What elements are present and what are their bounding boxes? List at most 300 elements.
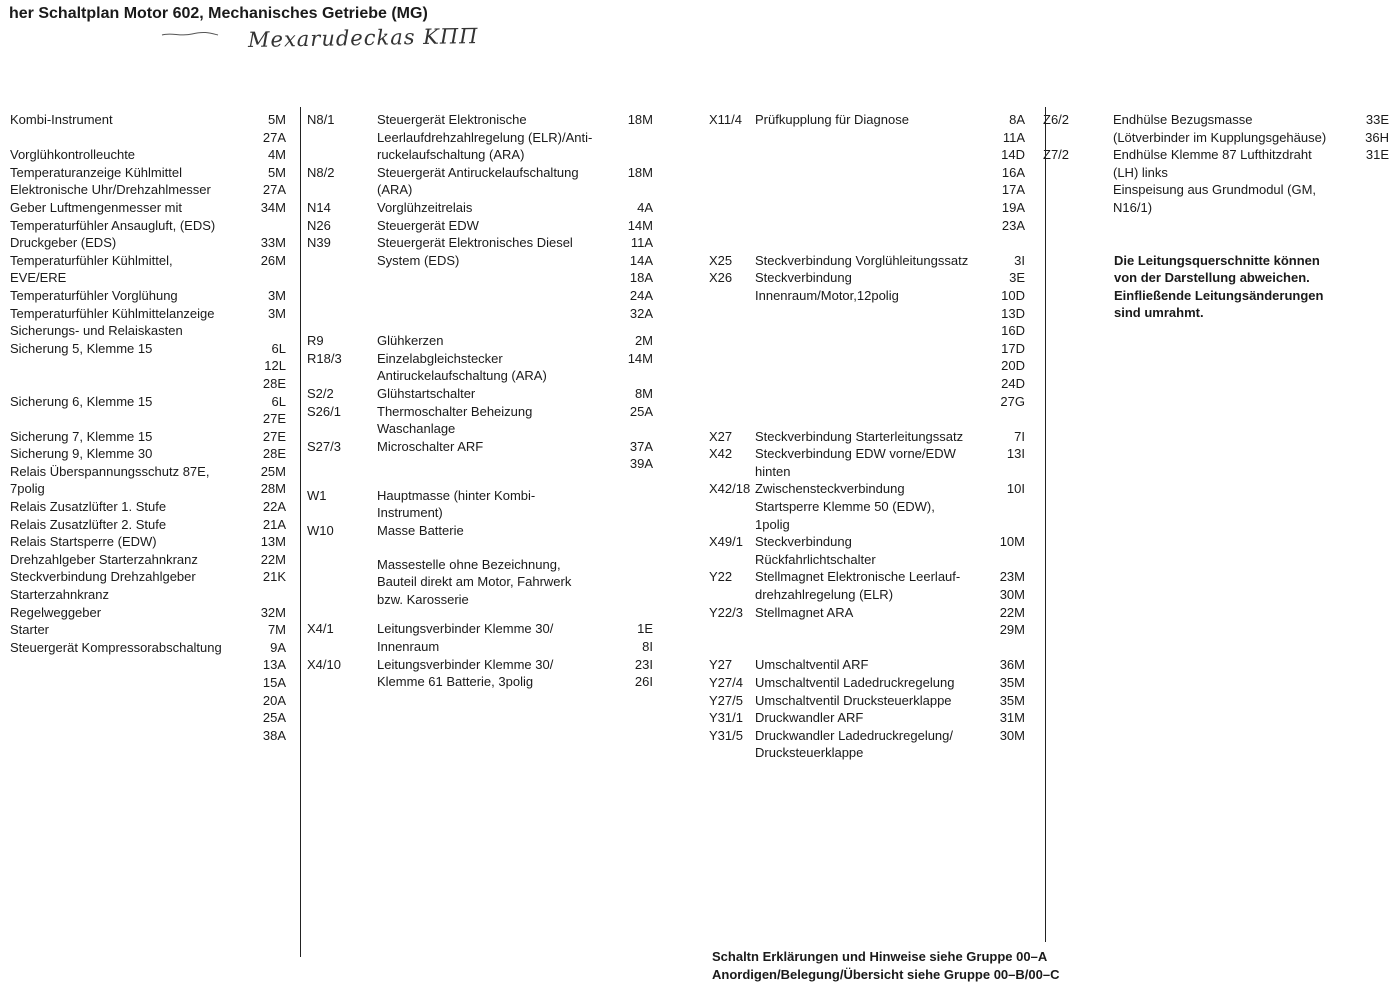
footer-line: Anordigen/Belegung/Übersicht siehe Gruppe 00–B/00–C	[712, 967, 1060, 982]
grid-reference: 31M	[999, 710, 1025, 726]
grid-references	[263, 181, 286, 199]
legend-entry	[10, 639, 286, 745]
description-line: Sicherung 7, Klemme 15	[10, 428, 153, 444]
component-description	[755, 604, 1025, 657]
grid-reference: 37A	[629, 438, 653, 454]
legend-entry	[307, 164, 653, 199]
description-line	[10, 129, 286, 147]
description-line: Microschalter ARF	[377, 438, 484, 454]
component-code: R18/3	[307, 350, 342, 366]
grid-references	[1000, 674, 1025, 692]
grid-references	[261, 252, 286, 270]
description-line: Drehzahlgeber Starterzahnkranz	[10, 551, 198, 567]
grid-references	[1000, 269, 1025, 410]
legend-entry	[10, 621, 286, 639]
grid-reference: 20A	[262, 692, 286, 708]
legend-entry	[709, 727, 1025, 762]
description-line	[10, 674, 286, 692]
description-line	[377, 455, 653, 473]
description-line	[10, 692, 286, 710]
description-line: Temperaturfühler Kühlmittelanzeige	[10, 305, 215, 321]
grid-reference: 36M	[999, 657, 1025, 673]
grid-reference: 10M	[999, 534, 1025, 550]
component-description	[10, 181, 286, 199]
component-code: S27/3	[307, 438, 341, 454]
component-code: N8/2	[307, 164, 335, 180]
legend-entry	[307, 656, 653, 691]
description-line: Stellmagnet Elektronische Leerlauf-	[755, 569, 961, 585]
grid-reference: 21K	[262, 569, 286, 585]
handwritten-annotation: Mexarudeckas KПП	[247, 23, 479, 53]
legend-entry	[10, 146, 286, 164]
component-description	[10, 340, 286, 393]
grid-references	[637, 620, 653, 655]
component-description	[10, 393, 286, 428]
grid-reference: 4A	[637, 199, 653, 215]
component-description	[10, 516, 286, 534]
note-line: Die Leitungsquerschnitte können	[1114, 253, 1320, 268]
description-line: Druckwandler Ladedruckregelung/	[755, 727, 954, 743]
grid-references	[1366, 146, 1389, 164]
grid-reference: 33E	[1365, 112, 1389, 127]
component-description	[10, 252, 286, 287]
component-description	[377, 234, 653, 322]
description-line: Relais Zusatzlüfter 2. Stufe	[10, 516, 167, 532]
component-code: Y27/5	[709, 692, 743, 708]
grid-reference: 4M	[267, 147, 286, 163]
grid-reference: 3E	[1009, 270, 1025, 286]
description-line: Startsperre Klemme 50 (EDW),	[755, 499, 935, 515]
description-line	[755, 639, 1025, 657]
description-line: Einzelabgleichstecker	[377, 350, 503, 366]
component-description	[10, 322, 286, 340]
grid-reference: 3M	[267, 305, 286, 321]
description-line: Temperaturanzeige Kühlmittel	[10, 164, 182, 180]
grid-reference: 30M	[999, 587, 1025, 603]
component-description	[755, 568, 1025, 603]
grid-reference: 18M	[627, 164, 653, 180]
component-code: X42/18	[709, 481, 751, 497]
component-description	[10, 445, 286, 463]
grid-reference: 23M	[999, 569, 1025, 585]
description-line: Instrument)	[377, 505, 443, 521]
description-line	[755, 375, 1025, 393]
grid-reference: 14A	[629, 252, 653, 268]
component-description	[10, 533, 286, 551]
component-code: Y22/3	[709, 604, 743, 620]
description-line: Rückfahrlichtschalter	[755, 551, 876, 567]
legend-entry	[709, 709, 1025, 727]
description-line: Klemme 61 Batterie, 3polig	[377, 674, 534, 690]
grid-references	[630, 438, 653, 473]
description-line: Waschanlage	[377, 421, 456, 437]
grid-reference: 8M	[634, 385, 653, 401]
description-line: Umschaltventil ARF	[755, 657, 869, 673]
component-description	[377, 111, 653, 164]
grid-reference: 27A	[262, 129, 286, 145]
description-line	[755, 357, 1025, 375]
description-line: N16/1)	[1113, 199, 1153, 215]
legend-entry	[709, 568, 1025, 603]
legend-entry	[307, 620, 653, 655]
legend-entry	[10, 234, 286, 252]
grid-reference: 11A	[630, 235, 653, 251]
grid-reference: 5M	[267, 112, 286, 127]
description-line: Leerlaufdrehzahlregelung (ELR)/Anti-	[377, 129, 593, 145]
component-description	[10, 111, 286, 146]
legend-entry	[307, 199, 653, 217]
description-line: Geber Luftmengenmesser mit	[10, 199, 182, 215]
legend-entry	[709, 428, 1025, 446]
grid-references	[263, 111, 286, 146]
description-line	[755, 129, 1025, 147]
legend-entry	[709, 269, 1025, 427]
grid-reference: 32M	[260, 604, 286, 620]
grid-references	[635, 332, 653, 350]
legend-entry	[10, 111, 286, 146]
grid-reference: 8I	[642, 639, 653, 655]
component-description	[377, 385, 653, 403]
legend-entry	[10, 322, 286, 340]
component-description	[755, 692, 1025, 710]
description-line: EVE/ERE	[10, 270, 67, 286]
description-line: bzw. Karosserie	[377, 591, 469, 607]
description-line: Druckgeber (EDS)	[10, 235, 117, 251]
component-code: Y31/1	[709, 710, 743, 726]
description-line: Antiruckelaufschaltung (ARA)	[377, 368, 547, 384]
component-code: X25	[709, 252, 733, 268]
column-divider	[300, 107, 301, 957]
description-line: hinten	[755, 463, 791, 479]
component-code: S2/2	[307, 385, 334, 401]
grid-reference: 7M	[267, 622, 286, 638]
grid-reference: 33M	[260, 235, 286, 251]
legend-entry	[307, 234, 653, 322]
description-line: drehzahlregelung (ELR)	[755, 587, 894, 603]
grid-references	[261, 234, 286, 252]
component-description	[377, 164, 653, 199]
grid-references	[635, 385, 653, 403]
component-code: W1	[307, 487, 327, 503]
component-code: Y27/4	[709, 675, 743, 690]
legend-entry	[10, 393, 286, 428]
grid-reference: 6L	[271, 393, 286, 409]
component-code: N39	[307, 235, 331, 251]
component-description	[377, 556, 653, 609]
description-line	[755, 340, 1025, 358]
legend-entry	[307, 217, 653, 235]
legend-entry	[1043, 146, 1389, 216]
component-code: Y27	[709, 657, 733, 673]
description-line	[755, 410, 1025, 428]
grid-references	[1001, 111, 1025, 234]
legend-entry	[10, 551, 286, 569]
grid-references	[261, 463, 286, 498]
description-line	[755, 217, 1025, 235]
description-line: Umschaltventil Drucksteuerklappe	[755, 692, 952, 708]
legend-entry	[307, 332, 653, 350]
component-description	[377, 332, 653, 350]
description-line: Regelweggeber	[10, 604, 102, 620]
description-line: (ARA)	[377, 182, 413, 198]
component-description	[377, 522, 653, 540]
component-code: X26	[709, 270, 733, 286]
legend-entry	[10, 164, 286, 182]
legend-entry	[709, 656, 1025, 674]
footer-line: Schaltn Erklärungen und Hinweise siehe Gruppe 00–A	[712, 949, 1048, 964]
component-code: N14	[307, 199, 331, 215]
legend-entry	[307, 111, 653, 164]
pen-scribble	[160, 30, 220, 38]
component-description	[10, 498, 286, 516]
description-line: Steckverbindung Drehzahlgeber	[10, 569, 196, 585]
description-line: (LH) links	[1113, 164, 1168, 180]
note-line: von der Darstellung abweichen.	[1114, 270, 1310, 286]
grid-reference: 3I	[1014, 252, 1025, 268]
description-line: Starterzahnkranz	[10, 587, 109, 603]
description-line: ruckelaufschaltung (ARA)	[377, 147, 525, 163]
grid-references	[628, 164, 653, 182]
description-line: Relais Startsperre (EDW)	[10, 534, 157, 550]
legend-entry	[10, 181, 286, 199]
grid-references	[628, 111, 653, 129]
description-line: Endhülse Bezugsmasse	[1113, 112, 1253, 127]
component-code: Z6/2	[1043, 112, 1070, 127]
grid-references	[263, 639, 286, 745]
legend-entry	[10, 305, 286, 323]
legend-entry	[10, 340, 286, 393]
component-code: X4/1	[307, 621, 334, 637]
grid-references	[263, 568, 286, 586]
description-line: Zwischensteckverbindung	[755, 481, 905, 497]
grid-references	[263, 428, 286, 446]
component-code: Y31/5	[709, 727, 743, 743]
grid-references	[268, 164, 286, 182]
grid-references	[1000, 727, 1025, 745]
grid-reference: 24A	[629, 287, 653, 303]
component-description	[10, 146, 286, 164]
grid-reference: 9A	[270, 639, 286, 655]
legend-entry	[709, 480, 1025, 533]
grid-references	[1000, 604, 1025, 639]
description-line: Innenraum/Motor,12polig	[755, 287, 899, 303]
grid-reference: 39A	[629, 456, 653, 472]
description-line	[377, 269, 653, 287]
footer-reference	[712, 948, 1059, 984]
grid-reference: 1E	[637, 621, 653, 637]
component-description	[755, 269, 1025, 427]
component-description	[10, 199, 286, 234]
grid-reference: 11A	[1002, 129, 1025, 145]
grid-references	[268, 305, 286, 323]
grid-references	[263, 393, 286, 428]
grid-references	[1000, 568, 1025, 603]
description-line: Sicherung 6, Klemme 15	[10, 393, 153, 409]
grid-reference: 23A	[1001, 217, 1025, 233]
description-line: Glühkerzen	[377, 333, 444, 349]
description-line: Kombi-Instrument	[10, 112, 113, 127]
description-line: Endhülse Klemme 87 Lufthitzdraht	[1113, 147, 1312, 163]
description-line: Glühstartschalter	[377, 385, 476, 401]
description-line: Stellmagnet ARA	[755, 604, 854, 620]
grid-reference: 36H	[1365, 129, 1389, 145]
description-line: Steuergerät Antiruckelaufschaltung	[377, 164, 579, 180]
grid-references	[1000, 692, 1025, 710]
legend-entry	[307, 438, 653, 473]
grid-references	[1365, 111, 1389, 146]
description-line	[755, 146, 1025, 164]
component-description	[377, 438, 653, 473]
component-description	[377, 656, 653, 691]
grid-reference: 17D	[1001, 340, 1025, 356]
grid-reference: 25A	[629, 403, 653, 419]
component-description	[377, 620, 653, 655]
component-description	[10, 604, 286, 622]
description-line: Sicherung 5, Klemme 15	[10, 340, 153, 356]
grid-reference: 28E	[262, 375, 286, 391]
grid-references	[268, 146, 286, 164]
description-line: Elektronische Uhr/Drehzahlmesser	[10, 182, 211, 198]
grid-references	[1000, 656, 1025, 674]
component-description	[755, 727, 1025, 762]
grid-reference: 26M	[260, 252, 286, 268]
description-line: Druckwandler ARF	[755, 710, 864, 726]
grid-references	[261, 604, 286, 622]
description-line: Steuergerät Elektronisches Diesel	[377, 235, 573, 251]
legend-entry	[709, 252, 1025, 270]
legend-entry	[10, 533, 286, 551]
legend-entry	[10, 498, 286, 516]
description-line: Steuergerät EDW	[377, 217, 479, 233]
grid-references	[263, 340, 286, 393]
legend-column-1	[10, 111, 286, 744]
page-title: her Schaltplan Motor 602, Mechanisches Getriebe (MG)	[9, 5, 428, 22]
legend-entry	[10, 287, 286, 305]
grid-reference: 27E	[262, 411, 286, 427]
description-line: Leitungsverbinder Klemme 30/	[377, 656, 554, 672]
legend-entry	[10, 568, 286, 603]
grid-references	[1000, 709, 1025, 727]
component-description	[10, 428, 286, 446]
component-description	[755, 111, 1025, 252]
grid-reference: 13D	[1001, 305, 1025, 321]
description-line: Vorglühkontrolleuchte	[10, 147, 136, 163]
grid-reference: 19A	[1001, 199, 1025, 215]
component-description	[10, 234, 286, 252]
legend-column-3	[709, 111, 1025, 762]
legend-entry	[709, 111, 1025, 252]
component-description	[377, 403, 653, 438]
component-code: Y22	[709, 569, 733, 585]
grid-reference: 16A	[1001, 164, 1025, 180]
grid-reference: 18M	[627, 112, 653, 127]
grid-reference: 20D	[1001, 358, 1025, 374]
description-line	[755, 322, 1025, 340]
legend-entry	[10, 428, 286, 446]
component-description	[755, 674, 1025, 692]
description-line: Vorglühzeitrelais	[377, 199, 473, 215]
description-line	[10, 709, 286, 727]
legend-entry	[10, 252, 286, 287]
grid-references	[261, 199, 286, 217]
legend-column-4	[1043, 111, 1389, 217]
component-description	[755, 428, 1025, 446]
component-description	[10, 287, 286, 305]
description-line: Bauteil direkt am Motor, Fahrwerk	[377, 574, 572, 590]
legend-entry	[10, 463, 286, 498]
legend-entry	[10, 445, 286, 463]
component-code: R9	[307, 333, 324, 349]
grid-references	[261, 551, 286, 569]
component-description	[755, 656, 1025, 674]
legend-entry	[10, 604, 286, 622]
grid-references	[630, 403, 653, 421]
component-code: X4/10	[307, 656, 341, 672]
component-description	[755, 480, 1025, 533]
component-description	[10, 639, 286, 745]
description-line: Umschaltventil Ladedruckregelung	[755, 675, 955, 690]
description-line	[377, 305, 653, 323]
grid-reference: 16D	[1001, 323, 1025, 339]
description-line	[10, 727, 286, 745]
wiring-note	[1114, 252, 1323, 322]
grid-reference: 27G	[1000, 393, 1025, 409]
description-line	[755, 393, 1025, 411]
grid-reference: 31E	[1365, 147, 1389, 163]
component-description	[10, 568, 286, 603]
component-code: X49/1	[709, 534, 743, 550]
description-line: Relais Überspannungsschutz 87E,	[10, 463, 210, 479]
legend-entry	[307, 350, 653, 385]
grid-reference: 14M	[627, 350, 653, 366]
component-description	[755, 533, 1025, 568]
component-code: S26/1	[307, 403, 341, 419]
description-line: Temperaturfühler Vorglühung	[10, 287, 178, 303]
description-line: Einspeisung aus Grundmodul (GM,	[1113, 182, 1317, 198]
description-line: Steckverbindung Vorglühleitungssatz	[755, 252, 969, 268]
description-line: Innenraum	[377, 639, 440, 655]
grid-references	[263, 498, 286, 516]
grid-references	[1007, 445, 1025, 463]
grid-references	[637, 199, 653, 217]
grid-reference: 14M	[627, 217, 653, 233]
description-line	[10, 410, 286, 428]
description-line: Steuergerät Kompressorabschaltung	[10, 639, 222, 655]
description-line: System (EDS)	[377, 252, 460, 268]
description-line: Steckverbindung EDW vorne/EDW	[755, 446, 956, 462]
description-line	[755, 164, 1025, 182]
description-line: Starter	[10, 622, 50, 638]
grid-references	[1000, 533, 1025, 551]
legend-column-2	[307, 111, 653, 691]
description-line	[755, 181, 1025, 199]
description-line: Steckverbindung Starterleitungssatz	[755, 428, 964, 444]
legend-entry	[709, 533, 1025, 568]
description-line: Leitungsverbinder Klemme 30/	[377, 621, 554, 637]
grid-references	[1014, 428, 1025, 446]
grid-reference: 28E	[262, 446, 286, 462]
description-line: Temperaturfühler Kühlmittel,	[10, 252, 173, 268]
component-description	[10, 621, 286, 639]
grid-reference: 26I	[634, 674, 653, 690]
description-line: Steckverbindung	[755, 270, 852, 286]
description-line: Hauptmasse (hinter Kombi-	[377, 487, 536, 503]
component-code: X27	[709, 428, 733, 444]
component-description	[10, 305, 286, 323]
grid-references	[263, 516, 286, 534]
grid-reference: 14D	[1001, 147, 1025, 163]
description-line	[755, 234, 1025, 252]
